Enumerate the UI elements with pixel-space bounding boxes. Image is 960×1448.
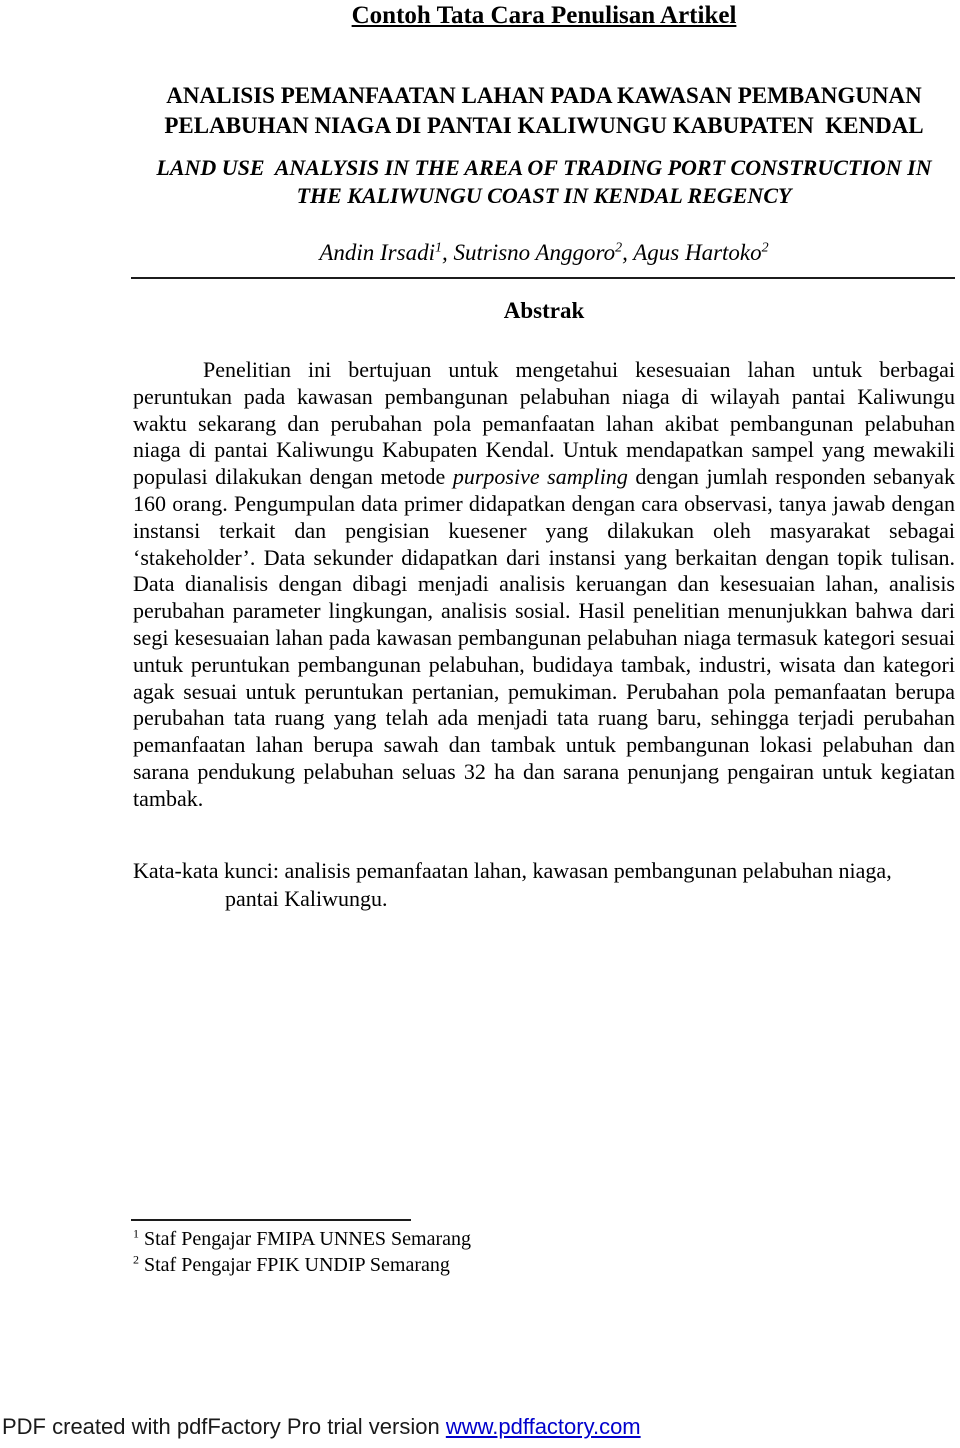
footnote-1 [133, 1226, 955, 1252]
author-1: Andin Irsadi [319, 240, 435, 265]
document-title: Contoh Tata Cara Penulisan Artikel [351, 2, 737, 29]
english-title-line-1: LAND USE ANALYSIS IN THE AREA OF TRADING PORT CONSTRUCTION IN [156, 155, 932, 180]
english-title-line-2: THE KALIWUNGU COAST IN KENDAL REGENCY [296, 183, 792, 208]
footnote-1-text: Staf Pengajar FMIPA UNNES Semarang [139, 1228, 472, 1250]
abstract-heading: Abstrak [503, 298, 585, 323]
keywords-line-2: pantai Kaliwungu. [225, 886, 388, 911]
keywords-line-1: Kata-kata kunci: analisis pemanfaatan lahan, kawasan pembangunan pelabuhan niaga, [133, 858, 892, 883]
abstract-paragraph [133, 357, 955, 813]
footnote-1-marker: 1 [133, 1226, 139, 1241]
keywords-block [133, 857, 955, 913]
author-3-affiliation-mark: 2 [761, 240, 769, 256]
english-title [123, 154, 960, 210]
footnote-2 [133, 1252, 955, 1278]
footnote-2-marker: 2 [133, 1252, 139, 1267]
pdf-creator-footer [2, 1413, 641, 1441]
abstract-italic-term: purposive sampling [452, 464, 628, 490]
abstract-text-part-1: Penelitian ini bertujuan untuk mengetahui kesesuaian lahan untuk berbagai peruntukan pada kawasan pembangunan pelabuhan niaga di wilayah pantai Kaliwungu waktu sekarang dan perubahan pola pemanfaatan lahan akibat pembangunan pelabuhan niaga di pantai Kaliwungu Kabupaten Kendal. Untuk mendapatkan sampel yang mewakili populasi dilakukan dengan metode [133, 357, 955, 490]
footnote-separator-rule [131, 1219, 411, 1221]
author-separator-1: , [441, 240, 454, 265]
author-1-affiliation-mark: 1 [434, 240, 442, 256]
article-title-line-2: PELABUHAN NIAGA DI PANTAI KALIWUNGU KABUPATEN KENDAL [164, 113, 924, 138]
header-divider-rule [131, 277, 955, 279]
pdf-creator-footer-text: PDF created with pdfFactory Pro trial version [2, 1414, 446, 1439]
author-separator-2: , [622, 240, 634, 265]
abstract-text-part-2: dengan jumlah responden sebanyak 160 orang. Pengumpulan data primer didapatkan dengan cara observasi, tanya jawab dengan instansi terkait dan pengisian kuesener yang dilakukan oleh masyarakat sebagai ‘stakeholder’. Data sekunder didapatkan dari instansi yang berkaitan dengan topik tulisan. Data dianalisis dengan dibagi menjadi analisis keruangan dan kesesuaian lahan, analisis perubahan parameter lingkungan, analisis sosial. Hasil penelitian menunjukkan bahwa dari segi kesesuaian lahan pada kawasan pembangunan pelabuhan niaga termasuk kategori sesuai untuk peruntukan pembangunan pelabuhan, budidaya tambak, industri, wisata dan kategori agak sesuai untuk peruntukan pertanian, pemukiman. Perubahan pola pemanfaatan berupa perubahan tata ruang yang telah ada menjadi tata ruang baru, sehingga terjadi perubahan pemanfaatan lahan berupa sawah dan tambak untuk pembangunan lokasi pelabuhan dan sarana pendukung pelabuhan seluas 32 ha dan sarana penunjang pengairan untuk kegiatan tambak. [133, 464, 955, 811]
authors-line [133, 239, 955, 266]
author-3: Agus Hartoko [633, 240, 762, 265]
pdffactory-link[interactable]: www.pdffactory.com [445, 1414, 641, 1439]
author-2: Sutrisno Anggoro [453, 240, 616, 265]
author-2-affiliation-mark: 2 [615, 240, 623, 256]
article-title-line-1: ANALISIS PEMANFAATAN LAHAN PADA KAWASAN PEMBANGUNAN [166, 83, 922, 108]
article-title [133, 81, 955, 141]
footnote-2-text: Staf Pengajar FPIK UNDIP Semarang [139, 1254, 450, 1276]
footnotes-block [133, 1226, 955, 1278]
